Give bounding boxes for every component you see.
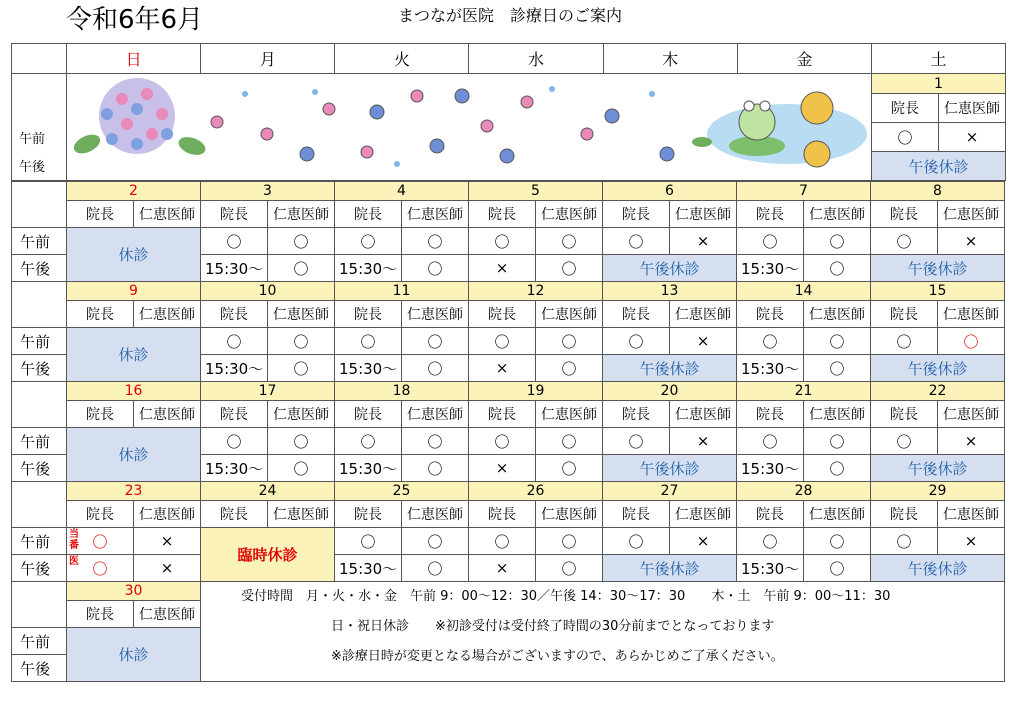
date-25: 25 — [335, 482, 469, 501]
doctor-label: 仁恵医師 — [268, 301, 335, 328]
date-12: 12 — [469, 282, 603, 301]
open-mark: 〇 — [469, 328, 536, 355]
date-8: 8 — [871, 182, 1005, 201]
doctor-label: 仁恵医師 — [938, 501, 1005, 528]
doctor-label: 仁恵医師 — [804, 301, 871, 328]
doctor-label: 仁恵医師 — [134, 301, 201, 328]
schedule-table — [11, 43, 1006, 181]
doctor-label: 仁恵医師 — [804, 201, 871, 228]
w5-sun-am-touban — [67, 528, 134, 555]
calendar-weeks — [11, 181, 1005, 682]
open-mark-red: 〇 — [938, 328, 1005, 355]
open-mark: 〇 — [201, 328, 268, 355]
date-5: 5 — [469, 182, 603, 201]
pm-closed: 午後休診 — [871, 255, 1005, 282]
doctor-label: 仁恵医師 — [536, 401, 603, 428]
doctor-label: 仁恵医師 — [268, 501, 335, 528]
open-mark: 〇 — [335, 428, 402, 455]
week4-label — [12, 382, 67, 428]
time-1530: 15:30〜 — [737, 455, 804, 482]
open-mark-red: 〇 — [92, 559, 108, 578]
date-9: 9 — [67, 282, 201, 301]
director-label: 院長 — [335, 201, 402, 228]
director-label: 院長 — [737, 401, 804, 428]
open-mark: 〇 — [469, 428, 536, 455]
director-label: 院長 — [872, 94, 939, 123]
x-mark: × — [469, 455, 536, 482]
time-1530: 15:30〜 — [737, 555, 804, 582]
open-mark: 〇 — [536, 428, 603, 455]
open-mark: 〇 — [402, 328, 469, 355]
time-1530: 15:30〜 — [335, 555, 402, 582]
hydrangea-icon — [71, 78, 208, 158]
week4-am-row — [12, 428, 1005, 455]
reception-hours-note: 受付時間 月・火・水・金 午前 9：00〜12：30／午後 14：30〜17：30 木・土 午前 9：00〜11：30 — [241, 589, 891, 604]
date-15: 15 — [871, 282, 1005, 301]
open-mark: 〇 — [804, 328, 871, 355]
date-29: 29 — [871, 482, 1005, 501]
date-6: 6 — [603, 182, 737, 201]
director-label: 院長 — [67, 601, 134, 628]
scattered-flower-icons — [211, 86, 674, 167]
doctor-label: 仁恵医師 — [804, 401, 871, 428]
director-label: 院長 — [335, 301, 402, 328]
director-label: 院長 — [737, 301, 804, 328]
header-corner — [12, 44, 67, 74]
x-mark: × — [938, 428, 1005, 455]
weekday-mon: 月 — [201, 44, 335, 74]
open-mark: 〇 — [402, 455, 469, 482]
doctor-label: 仁恵医師 — [402, 301, 469, 328]
doctor-label: 仁恵医師 — [134, 501, 201, 528]
x-mark: × — [134, 555, 201, 582]
open-mark: 〇 — [268, 355, 335, 382]
week5-pm-row — [12, 555, 1005, 582]
doctor-label: 仁恵医師 — [268, 201, 335, 228]
pm-closed: 午後休診 — [603, 355, 737, 382]
open-mark: 〇 — [268, 228, 335, 255]
open-mark: 〇 — [469, 528, 536, 555]
director-label: 院長 — [737, 501, 804, 528]
open-mark: 〇 — [536, 228, 603, 255]
doctor-label: 仁恵医師 — [670, 401, 737, 428]
open-mark-red: 〇 — [92, 532, 108, 551]
date-22: 22 — [871, 382, 1005, 401]
x-mark: × — [670, 228, 737, 255]
doctor-label: 仁恵医師 — [938, 201, 1005, 228]
open-mark: 〇 — [335, 228, 402, 255]
decoration-banner — [67, 74, 872, 181]
doctor-label: 仁恵医師 — [536, 501, 603, 528]
doctor-label: 仁恵医師 — [134, 401, 201, 428]
week3-date-row — [12, 282, 1005, 301]
date-21: 21 — [737, 382, 871, 401]
x-mark: × — [938, 228, 1005, 255]
am-label: 午前 — [12, 528, 67, 555]
date-26: 26 — [469, 482, 603, 501]
time-1530: 15:30〜 — [335, 355, 402, 382]
am-label: 午前 — [12, 228, 67, 255]
doctor-label: 仁恵医師 — [402, 201, 469, 228]
doctor-label: 仁恵医師 — [670, 301, 737, 328]
w1-am-label: 午前 — [19, 132, 46, 147]
date-14: 14 — [737, 282, 871, 301]
open-mark: 〇 — [804, 455, 871, 482]
time-1530: 15:30〜 — [201, 255, 268, 282]
open-mark: 〇 — [335, 528, 402, 555]
date-27: 27 — [603, 482, 737, 501]
calendar — [11, 43, 1006, 181]
time-1530: 15:30〜 — [335, 255, 402, 282]
w6-sun-closed: 休診 — [67, 628, 201, 682]
week4-date-row — [12, 382, 1005, 401]
date-13: 13 — [603, 282, 737, 301]
week2-label — [12, 182, 67, 228]
time-1530: 15:30〜 — [737, 355, 804, 382]
w1-sat-am-director: 〇 — [872, 123, 939, 152]
weekday-fri: 金 — [737, 44, 871, 74]
open-mark: 〇 — [603, 328, 670, 355]
pm-closed: 午後休診 — [603, 255, 737, 282]
open-mark: 〇 — [804, 228, 871, 255]
open-mark: 〇 — [603, 428, 670, 455]
week2-doctor-row — [12, 201, 1005, 228]
pm-closed: 午後休診 — [871, 455, 1005, 482]
director-label: 院長 — [201, 201, 268, 228]
weekday-tue: 火 — [335, 44, 469, 74]
x-mark: × — [670, 428, 737, 455]
doctor-label: 仁恵医師 — [938, 401, 1005, 428]
date-3: 3 — [201, 182, 335, 201]
director-label: 院長 — [67, 301, 134, 328]
notes-area — [201, 582, 1005, 682]
week2-date-row — [12, 182, 1005, 201]
open-mark: 〇 — [804, 555, 871, 582]
open-mark: 〇 — [737, 528, 804, 555]
x-mark: × — [938, 528, 1005, 555]
open-mark: 〇 — [335, 328, 402, 355]
open-mark: 〇 — [536, 328, 603, 355]
w4-sun-closed: 休診 — [67, 428, 201, 482]
pm-closed: 午後休診 — [871, 355, 1005, 382]
doctor-label: 仁恵医師 — [134, 601, 201, 628]
date-1: 1 — [872, 74, 1006, 94]
director-label: 院長 — [871, 301, 938, 328]
open-mark: 〇 — [402, 355, 469, 382]
director-label: 院長 — [201, 301, 268, 328]
holiday-note: 日・祝日休診 ※初診受付は受付終了時間の30分前までとなっております — [331, 619, 775, 634]
director-label: 院長 — [201, 401, 268, 428]
date-30: 30 — [67, 582, 201, 601]
pm-label: 午後 — [12, 255, 67, 282]
date-11: 11 — [335, 282, 469, 301]
pm-closed: 午後休診 — [603, 555, 737, 582]
date-7: 7 — [737, 182, 871, 201]
x-mark: × — [469, 555, 536, 582]
open-mark: 〇 — [268, 328, 335, 355]
date-2: 2 — [67, 182, 201, 201]
open-mark: 〇 — [402, 428, 469, 455]
week6-date-row — [12, 582, 1005, 601]
page-subtitle: まつなが医院 診療日のご案内 — [398, 6, 623, 25]
open-mark: 〇 — [536, 455, 603, 482]
open-mark: 〇 — [871, 328, 938, 355]
director-label: 院長 — [603, 201, 670, 228]
date-23: 23 — [67, 482, 201, 501]
open-mark: 〇 — [603, 528, 670, 555]
doctor-label: 仁恵医師 — [938, 301, 1005, 328]
week5-doctor-row — [12, 501, 1005, 528]
doctor-label: 仁恵医師 — [804, 501, 871, 528]
open-mark: 〇 — [402, 555, 469, 582]
open-mark: 〇 — [201, 228, 268, 255]
open-mark: 〇 — [536, 355, 603, 382]
open-mark: 〇 — [871, 228, 938, 255]
date-24: 24 — [201, 482, 335, 501]
touban-label-bottom: 医 — [69, 556, 79, 567]
pm-label: 午後 — [12, 655, 67, 682]
x-mark: × — [469, 355, 536, 382]
open-mark: 〇 — [402, 228, 469, 255]
week3-am-row — [12, 328, 1005, 355]
doctor-label: 仁恵医師 — [402, 401, 469, 428]
touban-label-top: 当 番 — [69, 529, 79, 551]
director-label: 院長 — [335, 401, 402, 428]
director-label: 院長 — [603, 401, 670, 428]
open-mark: 〇 — [268, 428, 335, 455]
open-mark: 〇 — [737, 428, 804, 455]
open-mark: 〇 — [536, 255, 603, 282]
director-label: 院長 — [67, 401, 134, 428]
w5-sun-pm-touban — [67, 555, 134, 582]
x-mark: × — [134, 528, 201, 555]
open-mark: 〇 — [268, 255, 335, 282]
director-label: 院長 — [871, 201, 938, 228]
open-mark: 〇 — [536, 528, 603, 555]
doctor-label: 仁恵医師 — [536, 301, 603, 328]
open-mark: 〇 — [737, 328, 804, 355]
director-label: 院長 — [201, 501, 268, 528]
w1-sat-pm-closed: 午後休診 — [872, 152, 1006, 181]
director-label: 院長 — [469, 301, 536, 328]
date-20: 20 — [603, 382, 737, 401]
open-mark: 〇 — [804, 355, 871, 382]
w5-mon-temp-closed: 臨時休診 — [201, 528, 335, 582]
open-mark: 〇 — [402, 528, 469, 555]
frog-pond-icon — [692, 92, 867, 167]
week3-doctor-row — [12, 301, 1005, 328]
week5-label — [12, 482, 67, 528]
date-16: 16 — [67, 382, 201, 401]
director-label: 院長 — [469, 501, 536, 528]
am-label: 午前 — [12, 328, 67, 355]
doctor-label: 仁恵医師 — [134, 201, 201, 228]
open-mark: 〇 — [536, 555, 603, 582]
date-19: 19 — [469, 382, 603, 401]
x-mark: × — [469, 255, 536, 282]
director-label: 院長 — [67, 201, 134, 228]
date-10: 10 — [201, 282, 335, 301]
director-label: 院長 — [603, 501, 670, 528]
director-label: 院長 — [335, 501, 402, 528]
am-label: 午前 — [12, 628, 67, 655]
open-mark: 〇 — [201, 428, 268, 455]
x-mark: × — [670, 328, 737, 355]
doctor-label: 仁恵医師 — [670, 201, 737, 228]
week5-am-row — [12, 528, 1005, 555]
pm-closed: 午後休診 — [603, 455, 737, 482]
time-1530: 15:30〜 — [201, 355, 268, 382]
week4-doctor-row — [12, 401, 1005, 428]
open-mark: 〇 — [603, 228, 670, 255]
director-label: 院長 — [469, 401, 536, 428]
hydrangea-frog-illustration — [67, 74, 871, 180]
director-label: 院長 — [469, 201, 536, 228]
page-title: 令和6年6月 — [66, 5, 204, 35]
w1-pm-label: 午後 — [19, 160, 46, 175]
weekday-wed: 水 — [469, 44, 603, 74]
w3-sun-closed: 休診 — [67, 328, 201, 382]
week2-am-row — [12, 228, 1005, 255]
doctor-label: 仁恵医師 — [402, 501, 469, 528]
director-label: 院長 — [871, 501, 938, 528]
doctor-label: 仁恵医師 — [268, 401, 335, 428]
director-label: 院長 — [871, 401, 938, 428]
doctor-label: 仁恵医師 — [536, 201, 603, 228]
schedule-table-weeks — [11, 181, 1005, 682]
date-4: 4 — [335, 182, 469, 201]
open-mark: 〇 — [871, 528, 938, 555]
date-18: 18 — [335, 382, 469, 401]
open-mark: 〇 — [804, 255, 871, 282]
pm-closed: 午後休診 — [871, 555, 1005, 582]
director-label: 院長 — [603, 301, 670, 328]
weekday-header-row — [12, 44, 1006, 74]
am-label: 午前 — [12, 428, 67, 455]
open-mark: 〇 — [469, 228, 536, 255]
week3-label — [12, 282, 67, 328]
date-17: 17 — [201, 382, 335, 401]
time-1530: 15:30〜 — [335, 455, 402, 482]
w1-sat-am-doctor: × — [939, 123, 1006, 152]
open-mark: 〇 — [804, 528, 871, 555]
w2-sun-closed: 休診 — [67, 228, 201, 282]
open-mark: 〇 — [268, 455, 335, 482]
weekday-sun: 日 — [67, 44, 201, 74]
week5-date-row — [12, 482, 1005, 501]
time-1530: 15:30〜 — [201, 455, 268, 482]
director-label: 院長 — [67, 501, 134, 528]
pm-label: 午後 — [12, 355, 67, 382]
doctor-label: 仁恵医師 — [670, 501, 737, 528]
time-1530: 15:30〜 — [737, 255, 804, 282]
doctor-label: 仁恵医師 — [939, 94, 1006, 123]
director-label: 院長 — [737, 201, 804, 228]
date-28: 28 — [737, 482, 871, 501]
pm-label: 午後 — [12, 555, 67, 582]
open-mark: 〇 — [804, 428, 871, 455]
open-mark: 〇 — [737, 228, 804, 255]
weekday-thu: 木 — [603, 44, 737, 74]
open-mark: 〇 — [402, 255, 469, 282]
weekday-sat: 土 — [872, 44, 1006, 74]
x-mark: × — [670, 528, 737, 555]
change-notice: ※診療日時が変更となる場合がございますので、あらかじめご了承ください。 — [331, 649, 784, 664]
pm-label: 午後 — [12, 455, 67, 482]
week6-label — [12, 582, 67, 628]
week1-date-row — [12, 74, 1006, 94]
open-mark: 〇 — [871, 428, 938, 455]
